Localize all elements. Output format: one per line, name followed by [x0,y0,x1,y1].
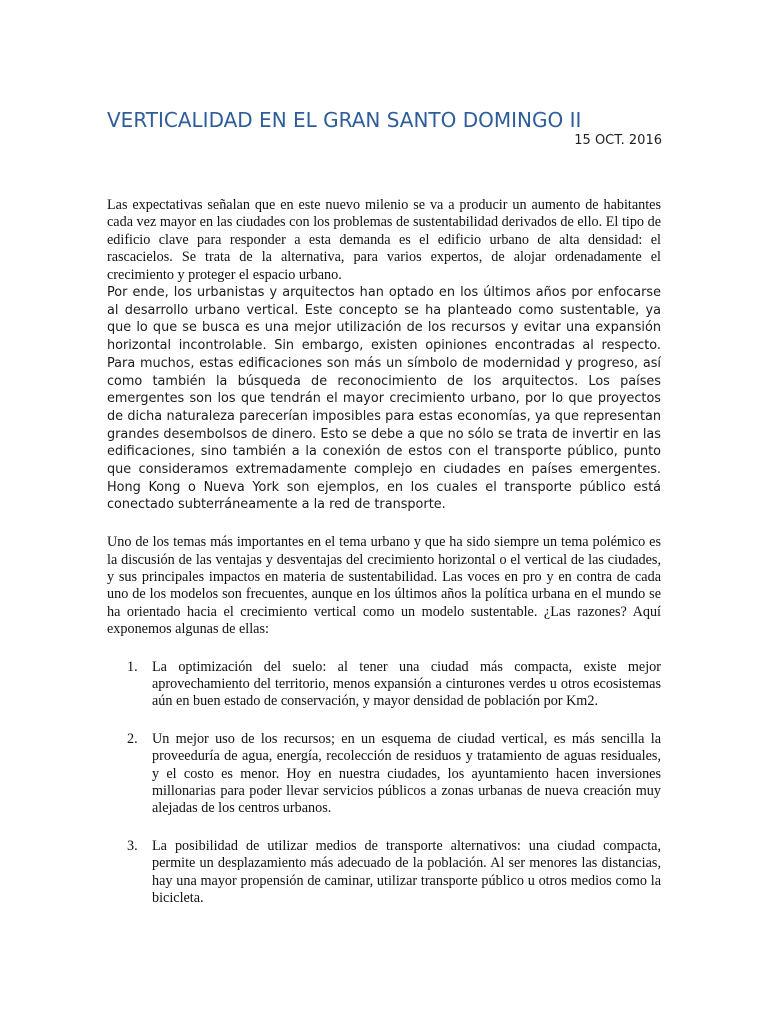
list-item-text: Un mejor uso de los recursos; en un esquema de ciudad vertical, es más sencilla la proveeduría de agua, energía, recolección de residuos y tratamiento de aguas residuales, y el costo es menor. Hoy en nuestra ciudades, los ayuntamiento hacen inversiones millonarias para poder llevar servicios públicos a zonas urbanas de nueva creación muy alejadas de los centros urbanos. [152,730,661,817]
list-item-text: La posibilidad de utilizar medios de transporte alternativos: una ciudad compacta, permite un desplazamiento más adecuado de la población. Al ser menores las distancias, hay una mayor propensión de caminar, utilizar transporte público u otros medios como la bicicleta. [152,837,661,907]
list-item-number: 1. [127,658,138,675]
document-body [107,197,661,927]
paragraph-spacer [107,514,661,534]
reasons-list [107,659,661,908]
list-item [107,659,661,711]
paragraph-urbanists: Por ende, los urbanistas y arquitectos han optado en los últimos años por enfocarse al desarrollo urbano vertical. Este concepto se ha planteado como sustentable, ya que lo que se busca es una mejor utilización de los recursos y evitar una expansión horizontal incontrolable. Sin embargo, existen opiniones encontradas al respecto. Para muchos, estas edificaciones son más un símbolo de modernidad y progreso, así como también la búsqueda de reconocimiento de los arquitectos. Los países emergentes son los que tendrán el mayor crecimiento urbano, por lo que proyectos de dicha naturaleza parecerían imposibles para estas economías, ya que representan grandes desembolsos de dinero. Esto se debe a que no sólo se trata de invertir en las edificaciones, sino también a la conexión de estos con el transporte público, punto que consideramos extremadamente complejo en ciudades en países emergentes. Hong Kong o Nueva York son ejemplos, en los cuales el transporte público está conectado subterráneamente a la red de transporte. [107,285,661,513]
paragraph-urban-debate: Uno de los temas más importantes en el tema urbano y que ha sido siempre un tema polémico es la discusión de las ventajas y desventajas del crecimiento horizontal o el vertical de las ciudades, y sus principales impactos en materia de sustentabilidad. Las voces en pro y en contra de cada uno de los modelos son frecuentes, aunque en los últimos años la política urbana en el mundo se ha orientado hacia el crecimiento vertical como un modelo sustentable. ¿Las razones? Aquí exponemos algunas de ellas: [107,534,661,638]
paragraph-intro: Las expectativas señalan que en este nuevo milenio se va a producir un aumento de habitantes cada vez mayor en las ciudades con los problemas de sustentabilidad derivados de ello. El tipo de edificio clave para responder a esta demanda es el edificio urbano de alta densidad: el rascacielos. Se trata de la alternativa, para varios expertos, de alojar ordenadamente el crecimiento y proteger el espacio urbano. [107,197,661,283]
list-item [107,731,661,818]
list-item-number: 3. [127,837,138,854]
list-item-text: La optimización del suelo: al tener una ciudad más compacta, existe mejor aprovechamiento del territorio, menos expansión a cinturones verdes u otros ecosistemas aún en buen estado de conservación, y mayor densidad de población por Km2. [152,658,661,710]
document-date: 15 OCT. 2016 [574,133,662,148]
list-item-number: 2. [127,730,138,747]
list-item [107,838,661,908]
document-title: VERTICALIDAD EN EL GRAN SANTO DOMINGO II [107,108,582,132]
